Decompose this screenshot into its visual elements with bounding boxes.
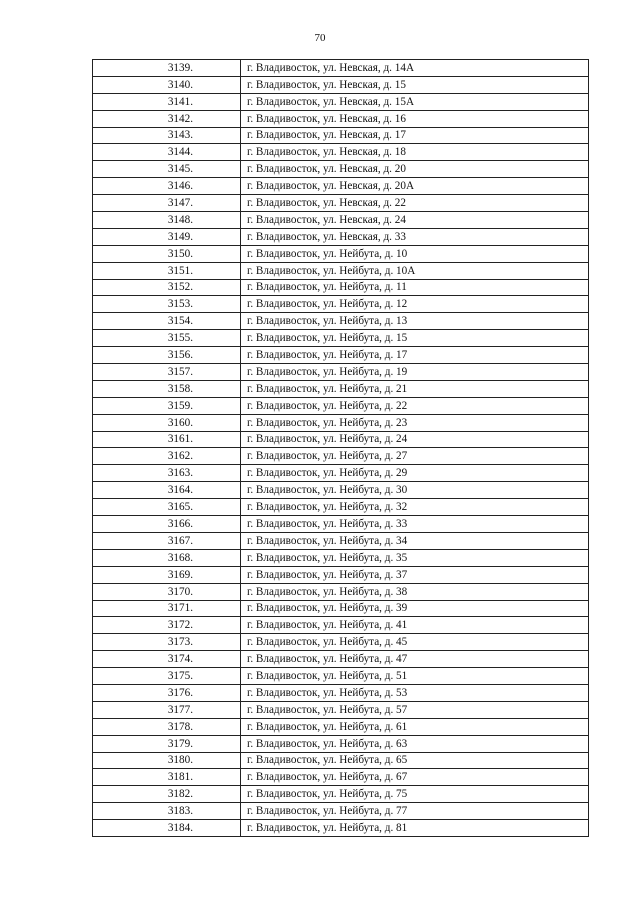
address-cell: г. Владивосток, ул. Нейбута, д. 23 (241, 414, 589, 431)
row-number-cell: 3169. (93, 566, 241, 583)
address-cell: г. Владивосток, ул. Нейбута, д. 15 (241, 330, 589, 347)
row-number-cell: 3184. (93, 820, 241, 837)
address-cell: г. Владивосток, ул. Невская, д. 20 (241, 161, 589, 178)
row-number-cell: 3155. (93, 330, 241, 347)
table-row (93, 195, 589, 212)
address-table (92, 59, 589, 837)
row-number-cell: 3145. (93, 161, 241, 178)
row-number-cell: 3162. (93, 448, 241, 465)
address-cell: г. Владивосток, ул. Невская, д. 20А (241, 178, 589, 195)
address-cell: г. Владивосток, ул. Нейбута, д. 57 (241, 701, 589, 718)
address-cell: г. Владивосток, ул. Невская, д. 15А (241, 93, 589, 110)
table-row (93, 617, 589, 634)
address-cell: г. Владивосток, ул. Невская, д. 14А (241, 60, 589, 77)
table-row (93, 245, 589, 262)
row-number-cell: 3147. (93, 195, 241, 212)
address-cell: г. Владивосток, ул. Нейбута, д. 30 (241, 482, 589, 499)
row-number-cell: 3170. (93, 583, 241, 600)
row-number-cell: 3157. (93, 364, 241, 381)
address-table-body (93, 60, 589, 837)
table-row (93, 347, 589, 364)
address-cell: г. Владивосток, ул. Нейбута, д. 51 (241, 668, 589, 685)
row-number-cell: 3179. (93, 735, 241, 752)
table-row (93, 414, 589, 431)
address-cell: г. Владивосток, ул. Нейбута, д. 61 (241, 718, 589, 735)
row-number-cell: 3152. (93, 279, 241, 296)
address-cell: г. Владивосток, ул. Нейбута, д. 45 (241, 634, 589, 651)
table-row (93, 212, 589, 229)
address-cell: г. Владивосток, ул. Нейбута, д. 47 (241, 651, 589, 668)
table-row (93, 820, 589, 837)
row-number-cell: 3177. (93, 701, 241, 718)
row-number-cell: 3165. (93, 499, 241, 516)
row-number-cell: 3174. (93, 651, 241, 668)
address-cell: г. Владивосток, ул. Нейбута, д. 13 (241, 313, 589, 330)
address-cell: г. Владивосток, ул. Нейбута, д. 75 (241, 786, 589, 803)
table-row (93, 330, 589, 347)
row-number-cell: 3160. (93, 414, 241, 431)
row-number-cell: 3182. (93, 786, 241, 803)
row-number-cell: 3167. (93, 532, 241, 549)
row-number-cell: 3156. (93, 347, 241, 364)
table-row (93, 465, 589, 482)
row-number-cell: 3159. (93, 397, 241, 414)
address-cell: г. Владивосток, ул. Невская, д. 22 (241, 195, 589, 212)
row-number-cell: 3148. (93, 212, 241, 229)
row-number-cell: 3178. (93, 718, 241, 735)
row-number-cell: 3164. (93, 482, 241, 499)
table-row (93, 769, 589, 786)
table-row (93, 93, 589, 110)
table-row (93, 380, 589, 397)
address-cell: г. Владивосток, ул. Нейбута, д. 21 (241, 380, 589, 397)
table-row (93, 448, 589, 465)
address-cell: г. Владивосток, ул. Нейбута, д. 22 (241, 397, 589, 414)
table-row (93, 600, 589, 617)
row-number-cell: 3166. (93, 516, 241, 533)
table-row (93, 583, 589, 600)
address-cell: г. Владивосток, ул. Нейбута, д. 67 (241, 769, 589, 786)
address-cell: г. Владивосток, ул. Нейбута, д. 32 (241, 499, 589, 516)
table-row (93, 397, 589, 414)
table-row (93, 296, 589, 313)
row-number-cell: 3168. (93, 549, 241, 566)
table-row (93, 127, 589, 144)
table-row (93, 803, 589, 820)
row-number-cell: 3151. (93, 262, 241, 279)
table-row (93, 262, 589, 279)
address-cell: г. Владивосток, ул. Нейбута, д. 39 (241, 600, 589, 617)
row-number-cell: 3181. (93, 769, 241, 786)
row-number-cell: 3176. (93, 684, 241, 701)
table-row (93, 178, 589, 195)
address-cell: г. Владивосток, ул. Нейбута, д. 35 (241, 549, 589, 566)
row-number-cell: 3154. (93, 313, 241, 330)
row-number-cell: 3143. (93, 127, 241, 144)
table-row (93, 684, 589, 701)
table-row (93, 752, 589, 769)
row-number-cell: 3142. (93, 110, 241, 127)
row-number-cell: 3175. (93, 668, 241, 685)
address-cell: г. Владивосток, ул. Нейбута, д. 27 (241, 448, 589, 465)
row-number-cell: 3161. (93, 431, 241, 448)
row-number-cell: 3171. (93, 600, 241, 617)
address-cell: г. Владивосток, ул. Нейбута, д. 29 (241, 465, 589, 482)
address-cell: г. Владивосток, ул. Нейбута, д. 17 (241, 347, 589, 364)
address-cell: г. Владивосток, ул. Нейбута, д. 11 (241, 279, 589, 296)
table-row (93, 431, 589, 448)
row-number-cell: 3149. (93, 228, 241, 245)
table-row (93, 718, 589, 735)
row-number-cell: 3150. (93, 245, 241, 262)
address-cell: г. Владивосток, ул. Нейбута, д. 77 (241, 803, 589, 820)
table-row (93, 668, 589, 685)
table-row (93, 499, 589, 516)
row-number-cell: 3144. (93, 144, 241, 161)
table-row (93, 76, 589, 93)
table-row (93, 549, 589, 566)
address-cell: г. Владивосток, ул. Нейбута, д. 63 (241, 735, 589, 752)
table-row (93, 279, 589, 296)
row-number-cell: 3139. (93, 60, 241, 77)
address-cell: г. Владивосток, ул. Нейбута, д. 19 (241, 364, 589, 381)
address-cell: г. Владивосток, ул. Невская, д. 16 (241, 110, 589, 127)
table-row (93, 701, 589, 718)
row-number-cell: 3146. (93, 178, 241, 195)
table-row (93, 735, 589, 752)
table-row (93, 161, 589, 178)
address-cell: г. Владивосток, ул. Нейбута, д. 65 (241, 752, 589, 769)
address-cell: г. Владивосток, ул. Нейбута, д. 81 (241, 820, 589, 837)
row-number-cell: 3180. (93, 752, 241, 769)
address-cell: г. Владивосток, ул. Невская, д. 17 (241, 127, 589, 144)
table-row (93, 313, 589, 330)
table-row (93, 144, 589, 161)
address-cell: г. Владивосток, ул. Невская, д. 33 (241, 228, 589, 245)
row-number-cell: 3158. (93, 380, 241, 397)
address-cell: г. Владивосток, ул. Нейбута, д. 33 (241, 516, 589, 533)
table-row (93, 566, 589, 583)
address-cell: г. Владивосток, ул. Нейбута, д. 37 (241, 566, 589, 583)
row-number-cell: 3173. (93, 634, 241, 651)
table-row (93, 786, 589, 803)
table-row (93, 651, 589, 668)
page-number: 70 (314, 32, 326, 44)
table-row (93, 634, 589, 651)
table-row (93, 482, 589, 499)
row-number-cell: 3141. (93, 93, 241, 110)
table-row (93, 228, 589, 245)
table-row (93, 60, 589, 77)
table-row (93, 364, 589, 381)
address-cell: г. Владивосток, ул. Нейбута, д. 41 (241, 617, 589, 634)
row-number-cell: 3163. (93, 465, 241, 482)
address-cell: г. Владивосток, ул. Нейбута, д. 24 (241, 431, 589, 448)
address-cell: г. Владивосток, ул. Невская, д. 24 (241, 212, 589, 229)
address-cell: г. Владивосток, ул. Невская, д. 18 (241, 144, 589, 161)
table-row (93, 532, 589, 549)
address-cell: г. Владивосток, ул. Нейбута, д. 38 (241, 583, 589, 600)
row-number-cell: 3172. (93, 617, 241, 634)
row-number-cell: 3183. (93, 803, 241, 820)
address-cell: г. Владивосток, ул. Нейбута, д. 34 (241, 532, 589, 549)
row-number-cell: 3153. (93, 296, 241, 313)
address-cell: г. Владивосток, ул. Нейбута, д. 10 (241, 245, 589, 262)
row-number-cell: 3140. (93, 76, 241, 93)
address-cell: г. Владивосток, ул. Нейбута, д. 12 (241, 296, 589, 313)
address-cell: г. Владивосток, ул. Нейбута, д. 10А (241, 262, 589, 279)
address-cell: г. Владивосток, ул. Нейбута, д. 53 (241, 684, 589, 701)
table-row (93, 110, 589, 127)
address-cell: г. Владивосток, ул. Невская, д. 15 (241, 76, 589, 93)
table-row (93, 516, 589, 533)
